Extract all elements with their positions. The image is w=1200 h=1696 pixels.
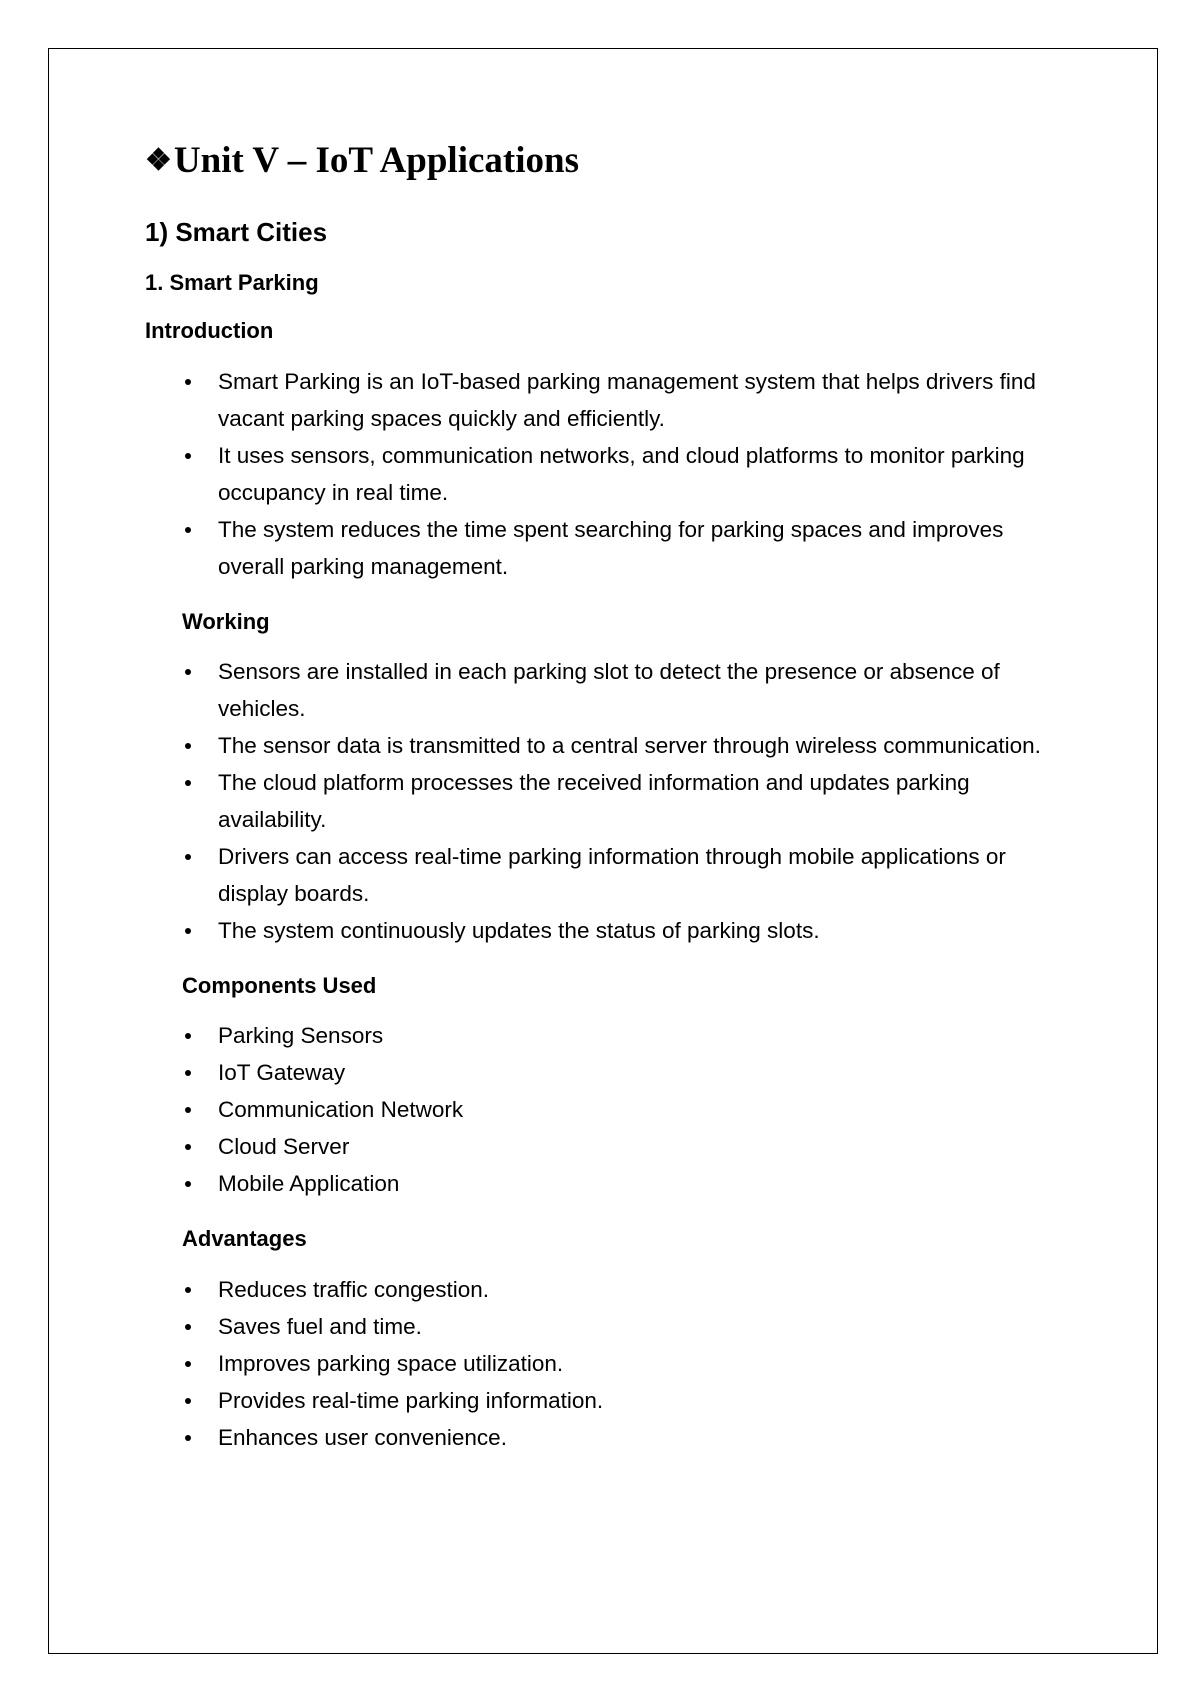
bullet-icon bbox=[185, 1435, 191, 1441]
list-item: Communication Network bbox=[182, 1091, 1065, 1128]
bullet-icon bbox=[185, 1070, 191, 1076]
list-item: The sensor data is transmitted to a central server through wireless communication. bbox=[182, 727, 1065, 764]
bullet-icon bbox=[185, 1107, 191, 1113]
document-content bbox=[145, 140, 1065, 1480]
section-title: 1) Smart Cities bbox=[145, 216, 328, 247]
diamond-four-petal-icon: ❖ bbox=[145, 144, 172, 178]
list-item: Cloud Server bbox=[182, 1128, 1065, 1165]
list-item: The cloud platform processes the received information and updates parking availability. bbox=[182, 764, 1065, 838]
introduction-list bbox=[145, 363, 1065, 585]
list-item: Sensors are installed in each parking slot to detect the presence or absence of vehicles. bbox=[182, 653, 1065, 727]
list-item: Enhances user convenience. bbox=[182, 1419, 1065, 1456]
bullet-icon bbox=[185, 379, 191, 385]
list-item: Parking Sensors bbox=[182, 1017, 1065, 1054]
list-item: Reduces traffic congestion. bbox=[182, 1271, 1065, 1308]
bullet-icon bbox=[185, 854, 191, 860]
bullet-icon bbox=[185, 1324, 191, 1330]
bullet-icon bbox=[185, 1361, 191, 1367]
working-list bbox=[145, 653, 1065, 949]
list-item: It uses sensors, communication networks, and cloud platforms to monitor parking occupancy in real time. bbox=[182, 437, 1065, 511]
bullet-icon bbox=[185, 928, 191, 934]
bullet-icon bbox=[185, 527, 191, 533]
introduction-heading: Introduction bbox=[145, 318, 274, 344]
list-item: Improves parking space utilization. bbox=[182, 1345, 1065, 1382]
components-list bbox=[145, 1017, 1065, 1202]
bullet-icon bbox=[185, 669, 191, 675]
list-item: IoT Gateway bbox=[182, 1054, 1065, 1091]
bullet-icon bbox=[185, 1398, 191, 1404]
list-item: The system continuously updates the status of parking slots. bbox=[182, 912, 1065, 949]
components-heading: Components Used bbox=[182, 972, 377, 998]
bullet-icon bbox=[185, 1181, 191, 1187]
list-item: Drivers can access real-time parking information through mobile applications or display boards. bbox=[182, 838, 1065, 912]
list-item: Smart Parking is an IoT-based parking management system that helps drivers find vacant parking spaces quickly and efficiently. bbox=[182, 363, 1065, 437]
bullet-icon bbox=[185, 780, 191, 786]
list-item: The system reduces the time spent searching for parking spaces and improves overall parking management. bbox=[182, 511, 1065, 585]
list-item: Saves fuel and time. bbox=[182, 1308, 1065, 1345]
bullet-icon bbox=[185, 1033, 191, 1039]
bullet-icon bbox=[185, 1144, 191, 1150]
bullet-icon bbox=[185, 743, 191, 749]
list-item: Provides real-time parking information. bbox=[182, 1382, 1065, 1419]
bullet-icon bbox=[185, 453, 191, 459]
working-heading: Working bbox=[182, 608, 270, 634]
unit-title-text: Unit V – IoT Applications bbox=[173, 140, 579, 181]
bullet-icon bbox=[185, 1287, 191, 1293]
unit-title bbox=[145, 140, 1065, 183]
list-item: Mobile Application bbox=[182, 1165, 1065, 1202]
advantages-list bbox=[145, 1271, 1065, 1456]
subsection-title: 1. Smart Parking bbox=[145, 269, 319, 295]
advantages-heading: Advantages bbox=[182, 1226, 307, 1252]
